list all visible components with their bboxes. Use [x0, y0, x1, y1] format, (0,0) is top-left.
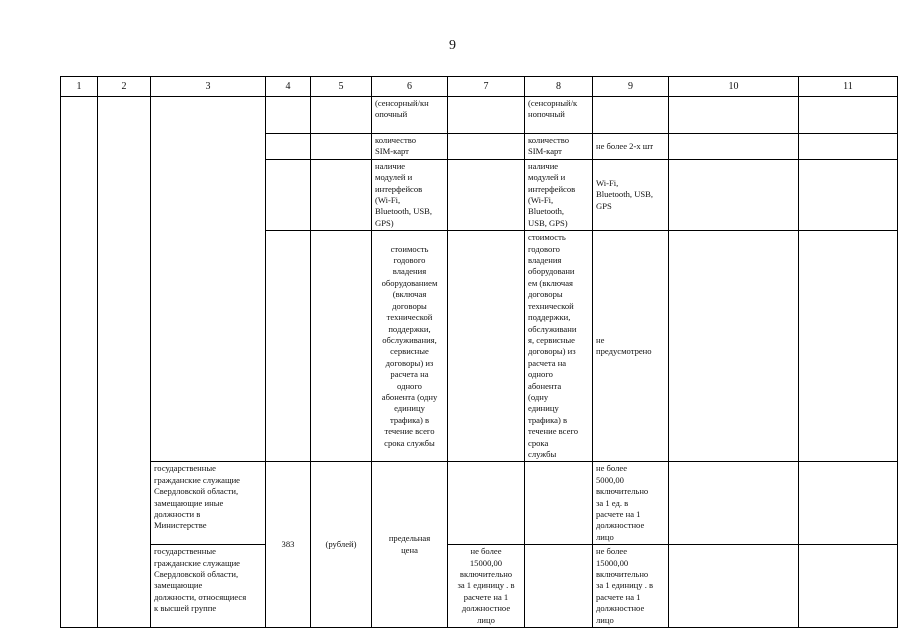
cell-col1	[61, 97, 98, 628]
cell-col11	[799, 159, 898, 230]
cell-col4	[266, 231, 311, 462]
cell-col5	[311, 97, 372, 134]
cell-col10	[669, 97, 799, 134]
characteristic-cell: количество SIM-карт	[372, 134, 448, 160]
cell-col5	[311, 231, 372, 462]
characteristic-cell: (сенсорный/кн опочный	[372, 97, 448, 134]
position-group-cell: государственные гражданские служащие Свердловской области, замещающие иные должности в Министерстве	[151, 462, 266, 545]
header-cell: 8	[525, 77, 593, 97]
header-cell: 10	[669, 77, 799, 97]
cell-col8	[525, 545, 593, 628]
cell-col8	[525, 462, 593, 545]
cell-col11	[799, 231, 898, 462]
header-cell: 11	[799, 77, 898, 97]
header-cell: 2	[98, 77, 151, 97]
value-cell: не более 15000,00 включительно за 1 единицу . в расчете на 1 должностное лицо	[448, 545, 525, 628]
header-cell: 3	[151, 77, 266, 97]
cell-col10	[669, 134, 799, 160]
cell-col5	[311, 134, 372, 160]
cell-col3	[151, 97, 266, 462]
characteristic-cell: стоимость годового владения оборудовани ем (включая договоры технической поддержки, обслуживани я, сервисные договоры) из расчета на одного абонента (одну единицу трафика) в течение всего срока службы	[525, 231, 593, 462]
header-cell: 6	[372, 77, 448, 97]
value-cell: Wi-Fi, Bluetooth, USB, GPS	[593, 159, 669, 230]
characteristic-cell: наличие модулей и интерфейсов (Wi-Fi, Bluetooth, USB, GPS)	[372, 159, 448, 230]
cell-col7	[448, 97, 525, 134]
cell-col10	[669, 545, 799, 628]
table-row	[61, 97, 898, 134]
characteristic-cell: количество SIM-карт	[525, 134, 593, 160]
cell-col4	[266, 97, 311, 134]
header-cell: 1	[61, 77, 98, 97]
header-cell: 5	[311, 77, 372, 97]
table-row	[61, 462, 898, 545]
value-cell: не более 2-х шт	[593, 134, 669, 160]
characteristic-cell: (сенсорный/к нопочный	[525, 97, 593, 134]
cell-col7	[448, 159, 525, 230]
characteristic-cell: наличие модулей и интерфейсов (Wi-Fi, Bluetooth, USB, GPS)	[525, 159, 593, 230]
cell-col10	[669, 159, 799, 230]
characteristic-cell: стоимость годового владения оборудованием (включая договоры технической поддержки, обслуживания, сервисные договоры) из расчета на одного абонента (одну единицу трафика) в течение всего срока службы	[372, 231, 448, 462]
cell-col9	[593, 97, 669, 134]
cell-col10	[669, 231, 799, 462]
header-row	[61, 77, 898, 97]
cell-col7	[448, 134, 525, 160]
cell-col11	[799, 97, 898, 134]
cell-col11	[799, 545, 898, 628]
unit-cell: (рублей)	[311, 462, 372, 628]
cell-col11	[799, 134, 898, 160]
cell-col2	[98, 97, 151, 628]
position-group-cell: государственные гражданские служащие Свердловской области, замещающие должности, относящиеся к высшей группе	[151, 545, 266, 628]
cell-col10	[669, 462, 799, 545]
page-number: 9	[449, 38, 456, 53]
requirements-table	[60, 76, 898, 628]
characteristic-cell: предельная цена	[372, 462, 448, 628]
cell-col7	[448, 231, 525, 462]
cell-col4	[266, 159, 311, 230]
header-cell: 7	[448, 77, 525, 97]
cell-col4	[266, 134, 311, 160]
cell-col7	[448, 462, 525, 545]
header-cell: 9	[593, 77, 669, 97]
table-row	[61, 545, 898, 628]
value-cell: не более 5000,00 включительно за 1 ед. в расчете на 1 должностное лицо	[593, 462, 669, 545]
value-cell: не более 15000,00 включительно за 1 единицу . в расчете на 1 должностное лицо	[593, 545, 669, 628]
header-cell: 4	[266, 77, 311, 97]
value-cell: не предусмотрено	[593, 231, 669, 462]
cell-col5	[311, 159, 372, 230]
cell-col11	[799, 462, 898, 545]
code-cell: 383	[266, 462, 311, 628]
